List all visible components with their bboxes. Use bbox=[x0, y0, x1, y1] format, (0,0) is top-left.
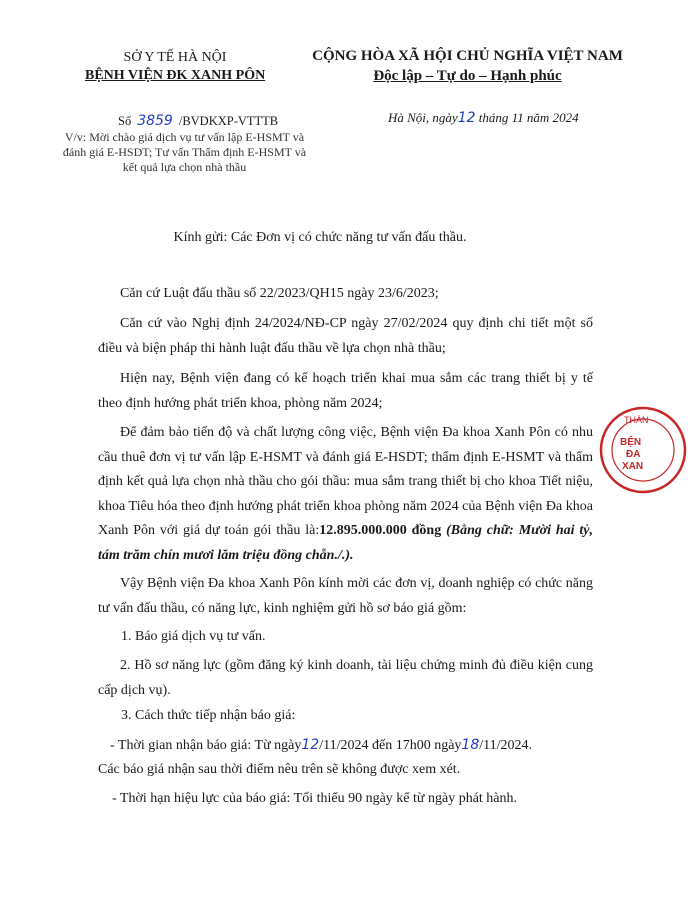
issuing-ministry: SỞ Y TẾ HÀ NỘI bbox=[123, 50, 227, 65]
stamp-text-4: XAN bbox=[622, 461, 644, 472]
recipient-line: Kính gửi: Các Đơn vị có chức năng tư vấn đấu thầu. bbox=[173, 230, 467, 245]
doc-number-suffix: /BVDKXP-VTTTB bbox=[178, 114, 279, 128]
doc-number-prefix: Số bbox=[118, 114, 132, 128]
receipt-time-line bbox=[110, 737, 532, 754]
estimate-amount: 12.895.000.000 đồng bbox=[319, 523, 442, 538]
body-paragraph-3: Hiện nay, Bệnh viện đang có kế hoạch triển khai mua sắm các trang thiết bị y tế theo định hướng phát triển khoa, phòng năm 2024; bbox=[98, 371, 593, 411]
national-motto: Độc lập – Tự do – Hạnh phúc bbox=[373, 68, 562, 84]
receipt-time-a: - Thời gian nhận báo giá: Từ ngày bbox=[110, 738, 302, 753]
doc-number-handwritten: 3859 bbox=[137, 113, 173, 129]
validity-line: - Thời hạn hiệu lực của báo giá: Tối thiểu 90 ngày kể từ ngày phát hành. bbox=[112, 791, 518, 806]
place-label: Hà Nội, ngày bbox=[388, 110, 458, 125]
p4-text: Để đảm bảo tiến độ và chất lượng công việc, Bệnh viện Đa khoa Xanh Pôn có nhu cầu thuê đơn vị tư vấn lập E-HSMT và đánh giá E-HSDT; thẩm định E-HSMT và thẩm định kết quả lựa chọn nhà thầu cho gói thầu: mua sắm trang thiết bị cho khoa Tiết niệu, khoa Tiêu hóa theo định hướng phát triển khoa phòng năm 2024 của Bệnh viện Đa khoa Xanh Pôn với giá dự toán gói thầu là: bbox=[98, 425, 593, 538]
national-title: CỘNG HÒA XÃ HỘI CHỦ NGHĨA VIỆT NAM bbox=[312, 48, 623, 64]
estimate-in-words: (Bằng chữ: Mười hai tỷ, tám trăm chín mươi lăm triệu đồng chẵn./.). bbox=[98, 523, 594, 563]
list-item-1: 1. Báo giá dịch vụ tư vấn. bbox=[121, 629, 266, 644]
stamp-text-3: ĐA bbox=[626, 449, 641, 460]
body-paragraph-5: Vậy Bệnh viện Đa khoa Xanh Pôn kính mời các đơn vị, doanh nghiệp có chức năng tư vấn đấu thầu, có năng lực, kinh nghiệm gửi hồ sơ báo giá gồm: bbox=[98, 576, 593, 616]
date-day-handwritten: 12 bbox=[457, 110, 476, 126]
list-item-2: 2. Hồ sơ năng lực (gồm đăng ký kinh doanh, tài liệu chứng minh đủ điều kiện cung cấp dịch vụ). bbox=[98, 658, 593, 698]
place-date bbox=[388, 110, 579, 126]
document-subject: V/v: Mời chào giá dịch vụ tư vấn lập E-HSMT và đánh giá E-HSDT; Tư vấn Thẩm định E-HSMT và kết quả lựa chọn nhà thầu bbox=[62, 130, 307, 174]
stamp-text-2: BỆN bbox=[620, 437, 642, 448]
body-paragraph-2: Căn cứ vào Nghị định 24/2024/NĐ-CP ngày 27/02/2024 quy định chi tiết một số điều và biện pháp thi hành luật đấu thầu về lựa chọn nhà thầu; bbox=[98, 316, 593, 356]
receipt-time-note: Các báo giá nhận sau thời điểm nêu trên sẽ không được xem xét. bbox=[98, 762, 461, 777]
red-seal-stamp bbox=[598, 405, 688, 495]
document-number bbox=[118, 113, 278, 129]
body-paragraph-1: Căn cứ Luật đấu thầu số 22/2023/QH15 ngày 23/6/2023; bbox=[120, 286, 439, 301]
receipt-end-day-handwritten: 18 bbox=[461, 737, 480, 753]
receipt-start-day-handwritten: 12 bbox=[301, 737, 320, 753]
date-month-year: tháng 11 năm 2024 bbox=[478, 110, 579, 125]
receipt-time-b: /11/2024 đến 17h00 ngày bbox=[319, 738, 462, 753]
stamp-text-1: THÀN bbox=[624, 415, 649, 425]
issuing-hospital: BỆNH VIỆN ĐK XANH PÔN bbox=[85, 68, 266, 83]
body-paragraph-4 bbox=[98, 421, 593, 568]
list-item-3: 3. Cách thức tiếp nhận báo giá: bbox=[121, 708, 296, 723]
receipt-time-c: /11/2024. bbox=[479, 738, 532, 753]
